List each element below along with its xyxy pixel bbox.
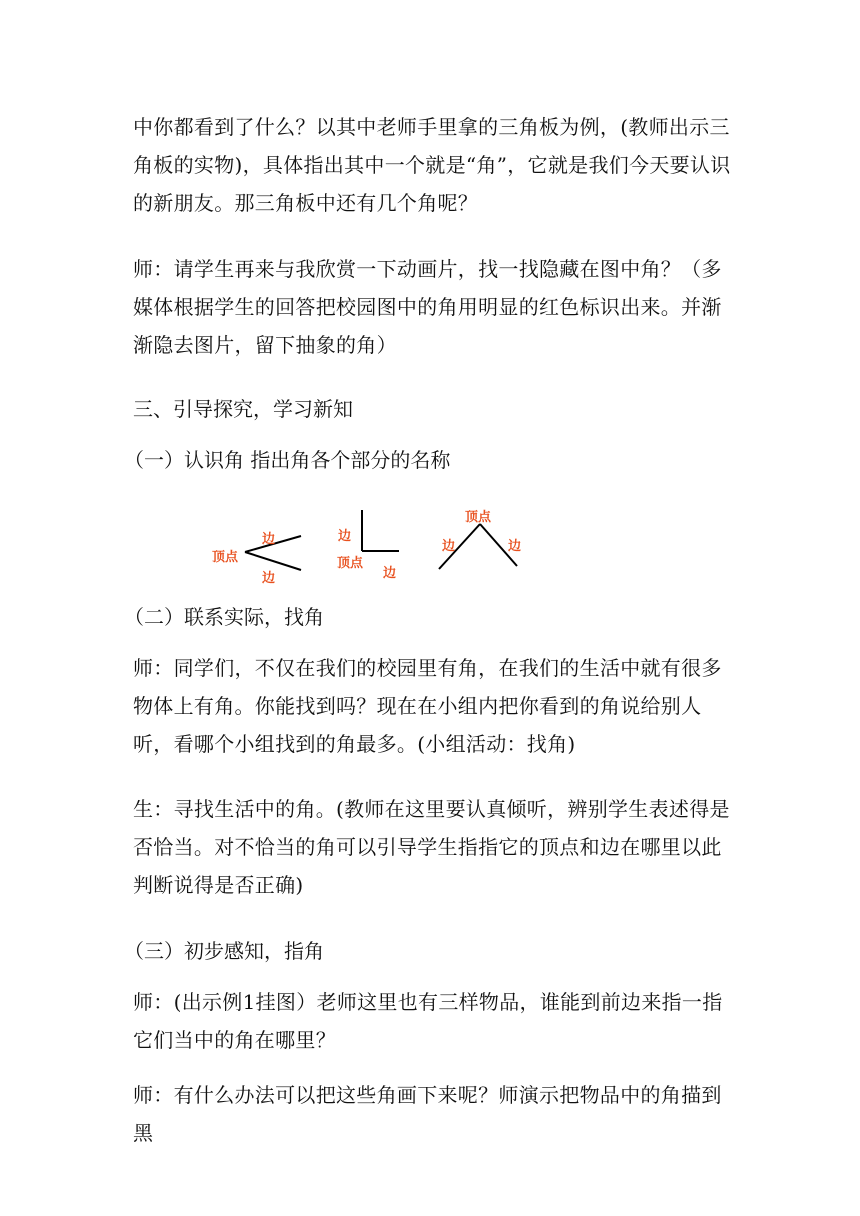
subsection-heading-1: （一）认识角 指出角各个部分的名称 bbox=[124, 448, 451, 472]
angle1-side-bottom-label: 边 bbox=[262, 571, 276, 586]
angle-parts-diagram bbox=[200, 500, 540, 590]
subsection-heading-3: （三）初步感知，指角 bbox=[124, 939, 324, 963]
paragraph-intro: 中你都看到了什么？以其中老师手里拿的三角板为例，(教师出示三角板的实物)，具体指出其中一个就是“角”，它就是我们今天要认识的新朋友。那三角板中还有几个角呢？ bbox=[133, 115, 731, 215]
angle-diagram-2 bbox=[337, 510, 399, 581]
angle-diagram-3 bbox=[439, 509, 521, 569]
angle1-vertex-label: 顶点 bbox=[212, 550, 239, 565]
angle3-side-right-label: 边 bbox=[508, 539, 522, 554]
paragraph-animation: 师：请学生再来与我欣赏一下动画片，找一找隐藏在图中角？（多媒体根据学生的回答把校园图中的角用明显的红色标识出来。并渐渐隐去图片，留下抽象的角） bbox=[133, 257, 722, 357]
angle2-side-bottom-label: 边 bbox=[383, 566, 397, 581]
section-heading-3: 三、引导探究，学习新知 bbox=[133, 397, 353, 421]
angle1-side-top-label: 边 bbox=[262, 532, 276, 547]
angle3-side-left-label: 边 bbox=[442, 539, 456, 554]
angle3-vertex-label: 顶点 bbox=[465, 510, 492, 525]
angle2-vertex-label: 顶点 bbox=[337, 556, 364, 571]
paragraph-example: 师：(出示例1挂图）老师这里也有三样物品，谁能到前边来指一指它们当中的角在哪里？ bbox=[133, 990, 723, 1052]
paragraph-draw-angles: 师：有什么办法可以把这些角画下来呢？师演示把物品中的角描到黑 bbox=[133, 1083, 722, 1145]
angle-diagram-1 bbox=[212, 531, 301, 586]
paragraph-find-angles: 师：同学们，不仅在我们的校园里有角，在我们的生活中就有很多物体上有角。你能找到吗？现在在小组内把你看到的角说给别人听，看哪个小组找到的角最多。(小组活动：找角) bbox=[133, 656, 722, 756]
subsection-heading-2: （二）联系实际，找角 bbox=[124, 605, 324, 629]
paragraph-student: 生：寻找生活中的角。(教师在这里要认真倾听，辨别学生表述得是否恰当。对不恰当的角可以引导学生指指它的顶点和边在哪里以此判断说得是否正确) bbox=[133, 797, 730, 897]
angle1-side-bottom bbox=[245, 552, 301, 570]
angle2-side-left-label: 边 bbox=[338, 529, 352, 544]
